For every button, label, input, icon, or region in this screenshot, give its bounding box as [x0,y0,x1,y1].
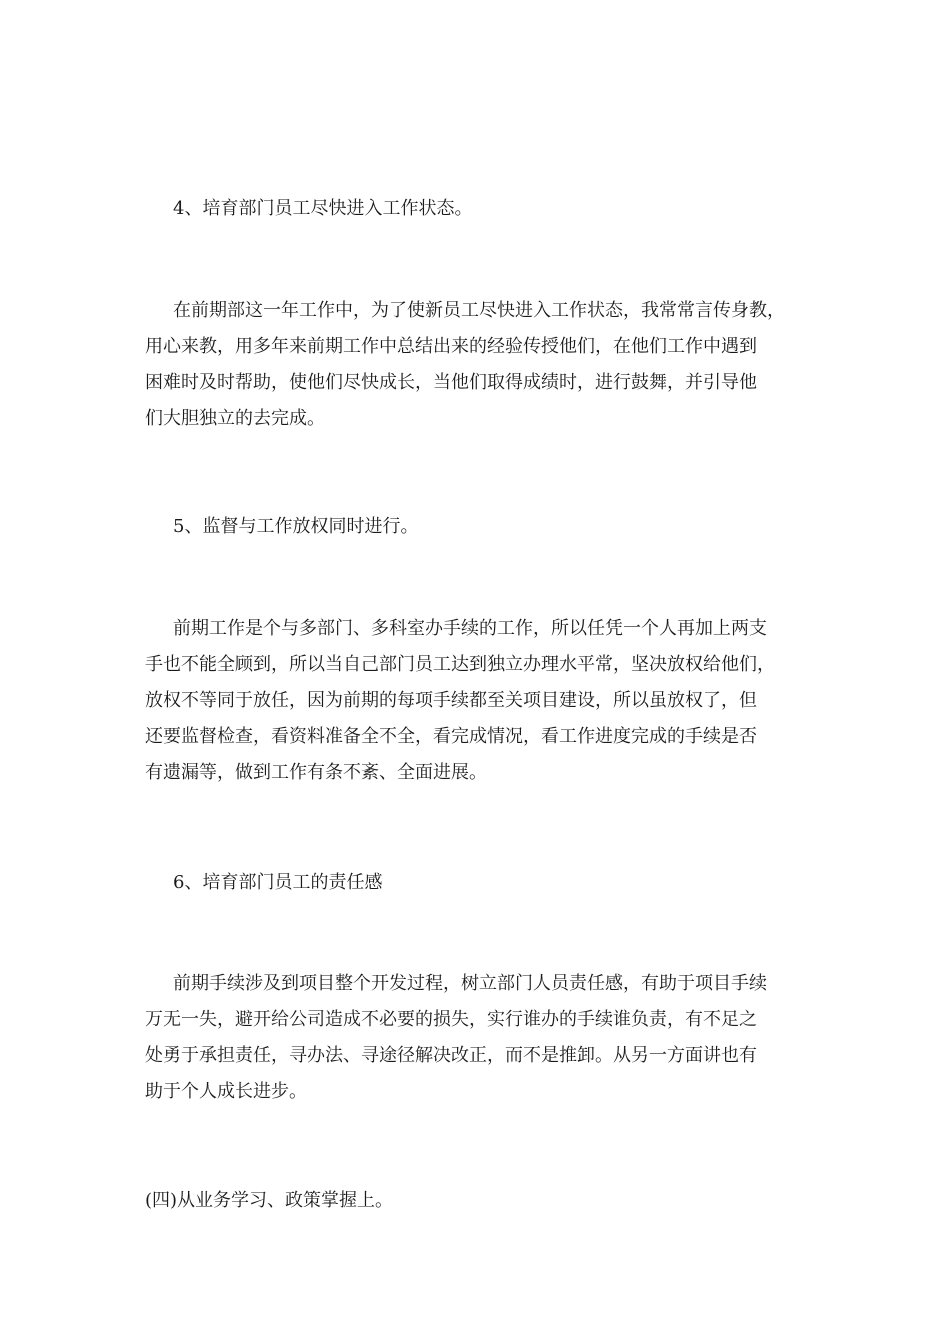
paragraph-line: 还要监督检查，看资料准备全不全，看完成情况，看工作进度完成的手续是否 [145,726,757,747]
paragraph-line: 万无一失，避开给公司造成不必要的损失，实行谁办的手续谁负责，有不足之 [145,1009,757,1030]
section-heading-5: 5、监督与工作放权同时进行。 [173,516,419,537]
paragraph-line: 放权不等同于放任，因为前期的每项手续都至关项目建设，所以虽放权了，但 [145,690,757,711]
paragraph-line: 前期手续涉及到项目整个开发过程，树立部门人员责任感，有助于项目手续 [173,973,767,994]
section-paragraph-5 [145,611,775,791]
paragraph-line: 用心来教，用多年来前期工作中总结出来的经验传授他们，在他们工作中遇到 [145,336,757,357]
section-paragraph-4 [145,293,785,437]
paragraph-line: 在前期部这一年工作中，为了使新员工尽快进入工作状态，我常常言传身教， [173,300,785,321]
paragraph-line: 处勇于承担责任，寻办法、寻途径解决改正，而不是推卸。从另一方面讲也有 [145,1045,757,1066]
paragraph-line: 们大胆独立的去完成。 [145,408,325,429]
section-heading-4: 4、培育部门员工尽快进入工作状态。 [173,198,473,219]
paragraph-line: 有遗漏等，做到工作有条不紊、全面进展。 [145,762,487,783]
paragraph-line: 前期工作是个与多部门、多科室办手续的工作，所以任凭一个人再加上两支 [173,618,767,639]
subsection-heading: (四)从业务学习、政策掌握上。 [145,1190,394,1211]
paragraph-line: 手也不能全顾到，所以当自己部门员工达到独立办理水平常，坚决放权给他们， [145,654,775,675]
paragraph-line: 困难时及时帮助，使他们尽快成长，当他们取得成绩时，进行鼓舞，并引导他 [145,372,757,393]
paragraph-line: 助于个人成长进步。 [145,1081,307,1102]
section-paragraph-6 [145,966,767,1110]
section-heading-6: 6、培育部门员工的责任感 [173,872,383,893]
